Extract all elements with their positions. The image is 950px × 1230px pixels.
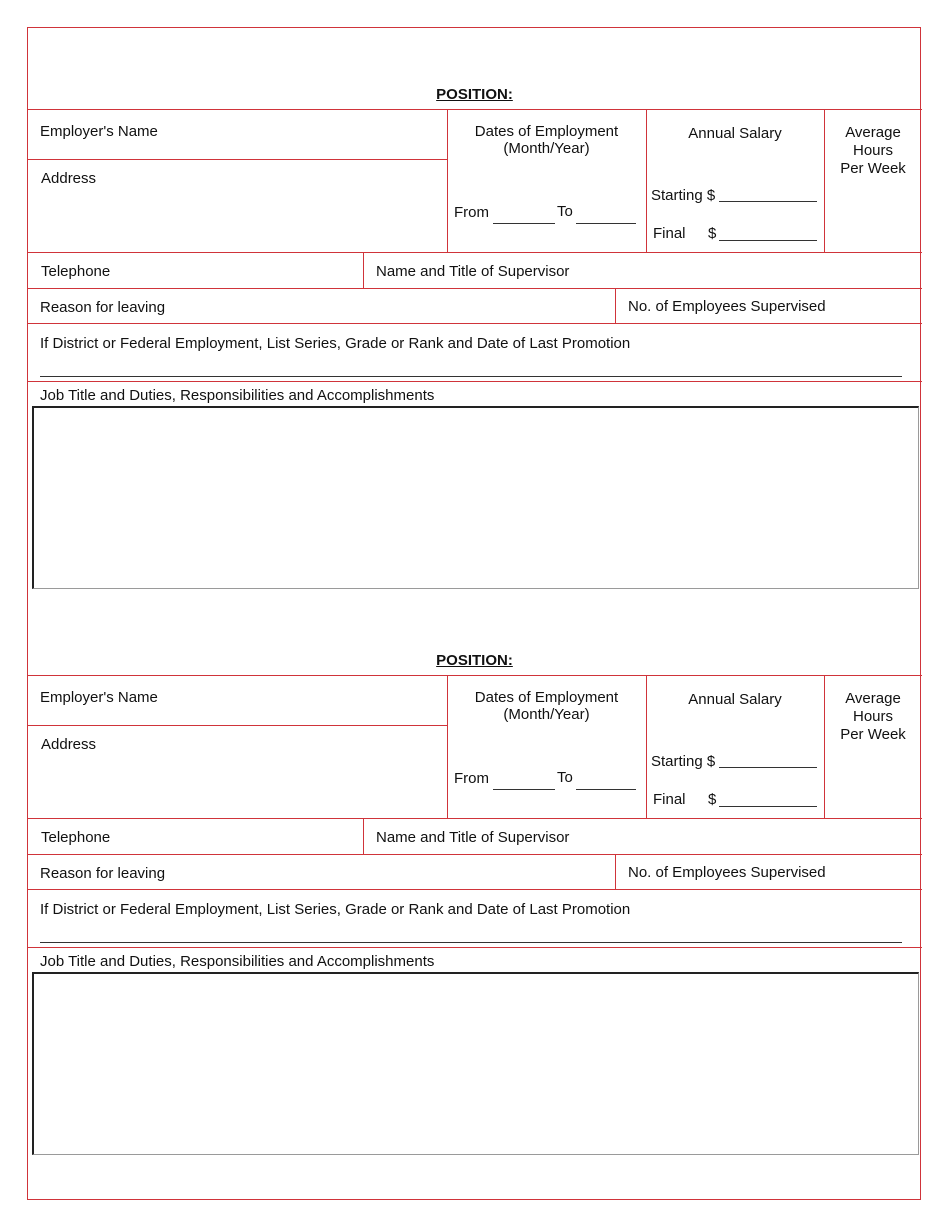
divider	[615, 854, 616, 889]
starting-salary-label: Starting $	[651, 753, 716, 770]
final-salary-field[interactable]	[719, 806, 817, 807]
from-label: From	[454, 204, 489, 221]
divider	[363, 818, 364, 854]
dates-of-employment-label	[447, 689, 646, 723]
telephone-label: Telephone	[41, 829, 111, 846]
telephone-label: Telephone	[41, 263, 111, 280]
hours-label-line1: Average	[845, 124, 901, 141]
to-label: To	[557, 769, 573, 786]
dates-label-line2: (Month/Year)	[503, 140, 590, 157]
divider	[27, 252, 922, 253]
district-federal-field[interactable]	[40, 942, 902, 943]
annual-salary-label: Annual Salary	[688, 691, 782, 708]
divider	[363, 252, 364, 288]
hours-label-line3: Per Week	[840, 160, 906, 177]
divider	[27, 818, 922, 819]
reason-for-leaving-label: Reason for leaving	[40, 865, 166, 882]
district-federal-label: If District or Federal Employment, List Series, Grade or Rank and Date of Last Promotion	[40, 335, 631, 352]
average-hours-label	[824, 690, 922, 744]
hours-label-line1: Average	[845, 690, 901, 707]
divider	[27, 288, 922, 289]
hours-label-line2: Hours	[852, 142, 893, 159]
reason-for-leaving-label: Reason for leaving	[40, 299, 166, 316]
hours-label-line2: Hours	[852, 708, 893, 725]
annual-salary-label: Annual Salary	[688, 125, 782, 142]
employer-name-label: Employer's Name	[40, 123, 158, 140]
job-duties-textarea[interactable]	[32, 972, 919, 1155]
employer-name-label: Employer's Name	[40, 689, 158, 706]
from-date-field[interactable]	[493, 789, 555, 790]
employees-supervised-label: No. of Employees Supervised	[628, 864, 826, 881]
dates-of-employment-label	[447, 123, 646, 157]
starting-salary-field[interactable]	[719, 767, 817, 768]
to-date-field[interactable]	[576, 789, 636, 790]
job-duties-label: Job Title and Duties, Responsibilities and Accomplishments	[40, 953, 435, 970]
from-label: From	[454, 770, 489, 787]
divider	[27, 381, 922, 382]
dates-label-line2: (Month/Year)	[503, 706, 590, 723]
job-duties-textarea[interactable]	[32, 406, 919, 589]
position-title: POSITION:	[436, 86, 513, 103]
district-federal-label: If District or Federal Employment, List Series, Grade or Rank and Date of Last Promotion	[40, 901, 631, 918]
divider	[27, 889, 922, 890]
final-dollar-sign: $	[708, 791, 717, 808]
address-label: Address	[41, 736, 97, 753]
divider	[27, 675, 922, 676]
divider	[27, 159, 447, 160]
position-title: POSITION:	[436, 652, 513, 669]
final-salary-label: Final	[653, 791, 686, 808]
to-date-field[interactable]	[576, 223, 636, 224]
supervisor-label: Name and Title of Supervisor	[376, 829, 570, 846]
position-section-2	[27, 593, 922, 1159]
divider	[27, 323, 922, 324]
starting-salary-label: Starting $	[651, 187, 716, 204]
divider	[615, 288, 616, 323]
average-hours-label	[824, 124, 922, 178]
divider	[27, 854, 922, 855]
dates-label-line1: Dates of Employment	[474, 123, 619, 140]
to-label: To	[557, 203, 573, 220]
dates-label-line1: Dates of Employment	[474, 689, 619, 706]
final-salary-label: Final	[653, 225, 686, 242]
district-federal-field[interactable]	[40, 376, 902, 377]
job-duties-label: Job Title and Duties, Responsibilities and Accomplishments	[40, 387, 435, 404]
position-section-1	[27, 27, 922, 593]
divider	[27, 109, 922, 110]
final-dollar-sign: $	[708, 225, 717, 242]
final-salary-field[interactable]	[719, 240, 817, 241]
employees-supervised-label: No. of Employees Supervised	[628, 298, 826, 315]
hours-label-line3: Per Week	[840, 726, 906, 743]
divider	[27, 947, 922, 948]
address-label: Address	[41, 170, 97, 187]
supervisor-label: Name and Title of Supervisor	[376, 263, 570, 280]
starting-salary-field[interactable]	[719, 201, 817, 202]
from-date-field[interactable]	[493, 223, 555, 224]
divider	[27, 725, 447, 726]
